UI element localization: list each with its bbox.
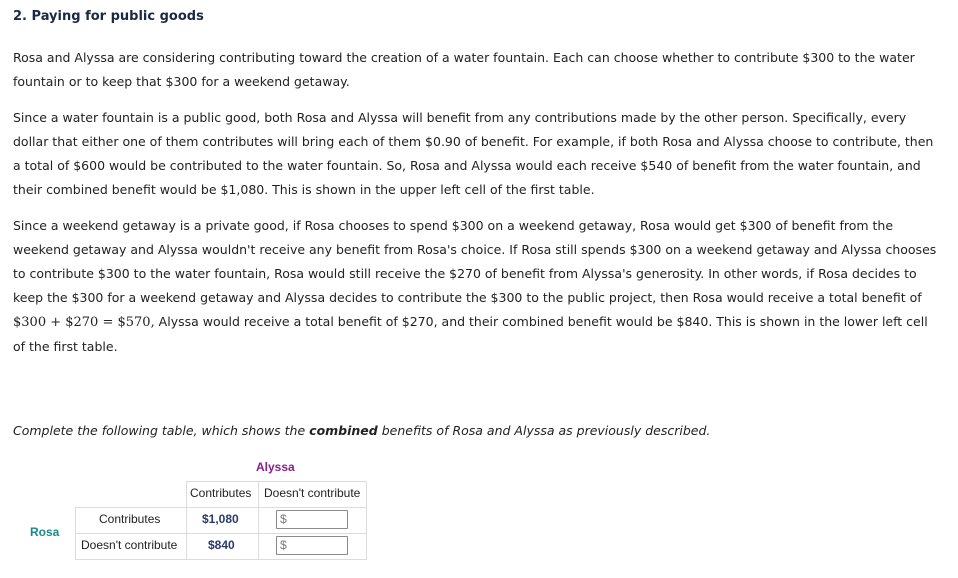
grid-line [366, 481, 367, 559]
table-instruction [13, 423, 710, 438]
grid-line [75, 559, 367, 560]
grid-line [186, 481, 187, 559]
grid-line [75, 533, 367, 534]
dollar-prefix: $ [280, 538, 287, 552]
paragraph-private-good [13, 214, 938, 359]
grid-line [75, 507, 76, 559]
instruction-text-2: benefits of Rosa and Alyssa as previously described. [377, 423, 711, 438]
instruction-text-1: Complete the following table, which shows the [13, 423, 310, 438]
paragraph-public-good: Since a water fountain is a public good, both Rosa and Alyssa will benefit from any contributions made by the other person. Specifically, every dollar that either one of them contributes will bring each of them $0.90 of benefit. For example, if both Rosa and Alyssa choose to contribute, then a total of $600 would be contributed to the water fountain. So, Rosa and Alyssa would each receive $540 of benefit from the water fountain, and their combined benefit would be $1,080. This is shown in the upper left cell of the first table. [13, 110, 934, 197]
grid-line [258, 481, 259, 559]
column-player-label: Alyssa [256, 460, 295, 474]
grid-line [186, 481, 367, 482]
cell-rosa-keeps-alyssa-contributes: $840 [208, 538, 235, 552]
dollar-prefix: $ [280, 512, 287, 526]
problem-title: 2. Paying for public goods [13, 9, 204, 24]
input-rosa-contributes-alyssa-keeps[interactable] [276, 510, 348, 529]
row-header-contributes: Contributes [99, 512, 161, 526]
cell-both-contribute: $1,080 [202, 512, 239, 526]
row-player-label: Rosa [30, 525, 60, 539]
col-header-contributes: Contributes [190, 486, 252, 500]
instruction-bold: combined [309, 423, 378, 438]
paragraph-intro: Rosa and Alyssa are considering contributing toward the creation of a water fountain. Each can choose whether to contribute $300 to the water fountain or to keep that $300 for a weekend getaway. [13, 50, 915, 89]
paragraph-private-good-text-2: Alyssa would receive a total benefit of $270, and their combined benefit would be $840. This is shown in the lower left cell of the first table. [13, 314, 928, 354]
input-both-keep[interactable] [276, 536, 348, 555]
benefit-equation: $300 + $270 = $570, [13, 315, 155, 330]
row-header-doesnt-contribute: Doesn't contribute [81, 538, 178, 552]
paragraph-private-good-text-1: Since a weekend getaway is a private good, if Rosa chooses to spend $300 on a weekend getaway, Rosa would get $300 of benefit from the weekend getaway and Alyssa wouldn't receive any benefit from Rosa's choice. If Rosa still spends $300 on a weekend getaway and Alyssa chooses to contribute $300 to the water fountain, Rosa would still receive the $270 of benefit from Alyssa's generosity. In other words, if Rosa decides to keep the $300 for a weekend getaway and Alyssa decides to contribute the $300 to the public project, then Rosa would receive a total benefit of [13, 218, 937, 305]
col-header-doesnt-contribute: Doesn't contribute [264, 486, 361, 500]
grid-line [75, 507, 367, 508]
